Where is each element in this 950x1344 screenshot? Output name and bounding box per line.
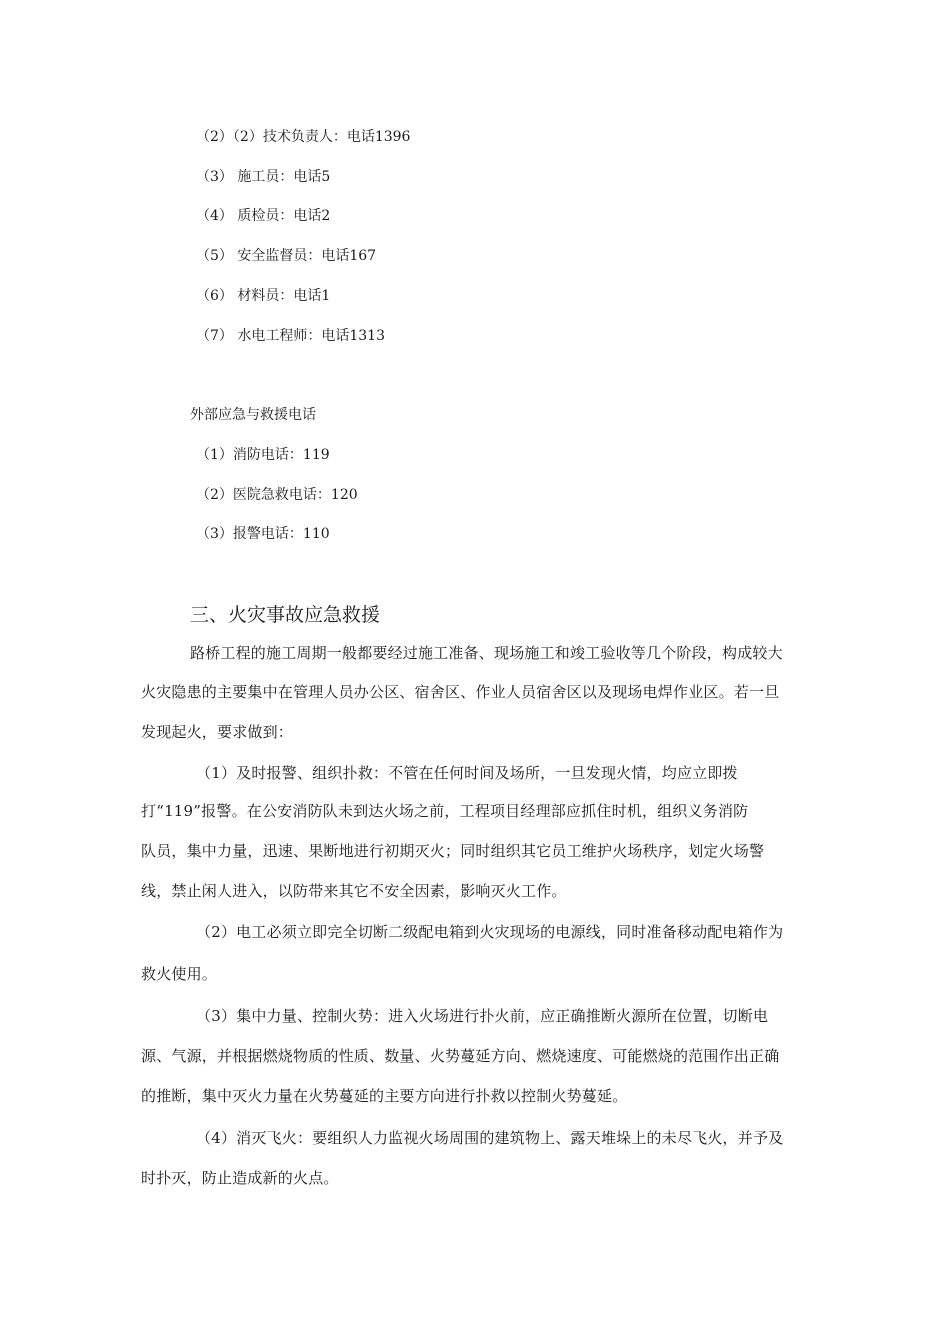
contact-line: （4） 质检员：电话2 (196, 208, 331, 224)
contact-line: （3） 施工员：电话5 (196, 169, 331, 185)
paragraph-line: 线，禁止闲人进入，以防带来其它不安全因素，影响灭火工作。 (141, 882, 567, 900)
paragraph-line: 的推断，集中灭火力量在火势蔓延的主要方向进行扑救以控制火势蔓延。 (141, 1087, 628, 1105)
paragraph-line: 火灾隐患的主要集中在管理人员办公区、宿舍区、作业人员宿舍区以及现场电焊作业区。若一旦 (141, 683, 780, 701)
contact-line: （5） 安全监督员：电话167 (196, 248, 377, 264)
paragraph-line: 打“119”报警。在公安消防队未到达火场之前，工程项目经理部应抓住时机，组织义务消防 (141, 802, 749, 820)
external-contact-line: （3）报警电话：110 (196, 526, 330, 542)
paragraph-line: （2）电工必须立即完全切断二级配电箱到火灾现场的电源线，同时准备移动配电箱作为 (196, 923, 784, 941)
paragraph-line: （3）集中力量、控制火势：进入火场进行扑火前，应正确推断火源所在位置，切断电 (196, 1007, 769, 1025)
external-contact-line: （1）消防电话：119 (196, 447, 330, 463)
external-contact-line: （2）医院急救电话：120 (196, 487, 358, 503)
paragraph-line: （4）消灭飞火：要组织人力监视火场周围的建筑物上、露天堆垛上的未尽飞火，并予及 (196, 1129, 784, 1147)
external-contacts-title: 外部应急与救援电话 (190, 407, 316, 423)
paragraph-line: 队员，集中力量，迅速、果断地进行初期灭火；同时组织其它员工维护火场秩序，划定火场警 (141, 842, 765, 860)
section-heading: 三、火灾事故应急救援 (190, 604, 381, 626)
contact-line: （7） 水电工程师：电话1313 (196, 328, 385, 344)
paragraph-line: 源、气源，并根据燃烧物质的性质、数量、火势蔓延方向、燃烧速度、可能燃烧的范围作出正确 (141, 1047, 780, 1065)
contact-line: （6） 材料员：电话1 (196, 288, 331, 304)
contact-line: （2）（2）技术负责人：电话1396 (196, 129, 411, 145)
paragraph-line: 救火使用。 (141, 965, 218, 983)
paragraph-line: 时扑灭，防止造成新的火点。 (141, 1169, 339, 1187)
paragraph-line: 发现起火，要求做到： (141, 723, 294, 741)
paragraph-line: （1）及时报警、组织扑救：不管在任何时间及场所，一旦发现火情，均应立即拨 (196, 764, 738, 782)
paragraph-line: 路桥工程的施工周期一般都要经过施工准备、现场施工和竣工验收等几个阶段，构成较大 (190, 644, 783, 662)
